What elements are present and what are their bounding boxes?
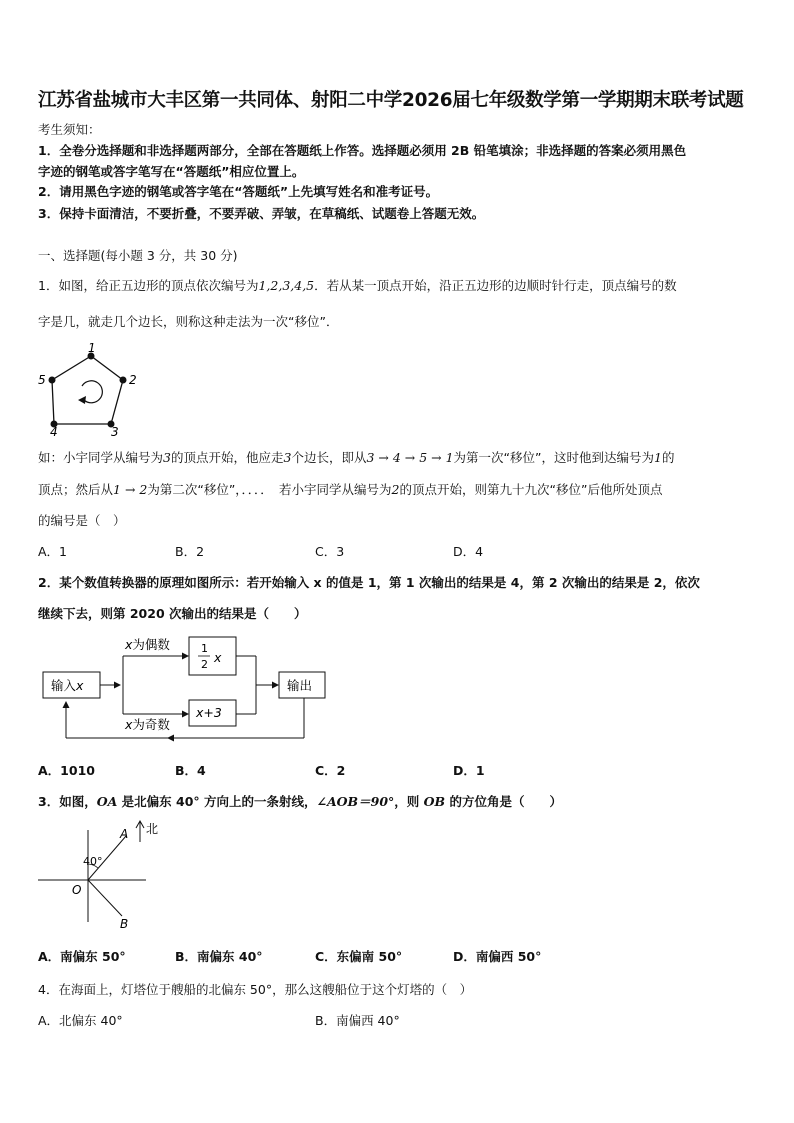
q1-l3-b: 的顶点开始，他应走 bbox=[170, 450, 284, 465]
q4-line: 4．在海面上，灯塔位于艘船的北偏东 50°，那么这艘船位于这个灯塔的（ ） bbox=[38, 982, 473, 997]
label-north: 北 bbox=[146, 822, 159, 836]
q1-text-a: 1．如图，给正五边形的顶点依次编号为 bbox=[38, 278, 259, 293]
q2-option-a[interactable]: A．1010 bbox=[38, 763, 95, 778]
q3-oa: OA bbox=[96, 794, 118, 809]
q1-l4-a: 顶点；然后从 bbox=[38, 482, 114, 497]
q1-text-b: ．若从某一顶点开始，沿正五边形的边顺时针行走，顶点编号的数 bbox=[314, 278, 677, 293]
q1-l4-num2: 2 bbox=[391, 482, 400, 497]
half-numerator: 1 bbox=[201, 642, 208, 655]
q1-vertex-numbers: 1,2,3,4,5 bbox=[258, 278, 315, 293]
q1-line-3 bbox=[38, 448, 674, 466]
q4-option-a[interactable]: A．北偏东 40° bbox=[38, 1013, 123, 1028]
q2-option-b[interactable]: B．4 bbox=[175, 763, 206, 778]
label-b: B bbox=[120, 917, 129, 930]
label-1: 1 bbox=[88, 341, 96, 355]
q1-option-b[interactable]: B．2 bbox=[175, 544, 205, 559]
q3-option-b[interactable]: B．南偏东 40° bbox=[175, 949, 263, 964]
label-5: 5 bbox=[38, 373, 46, 387]
notice-line-1a: 1．全卷分选择题和非选择题两部分，全部在答题纸上作答。选择题必须用 2B 铅笔填涂；非选择题的答案必须用黑色 bbox=[38, 143, 687, 158]
q1-l4-b: 为第二次“移位”，．．．． 若小宇同学从编号为 bbox=[147, 482, 392, 497]
even-condition: x为偶数 bbox=[125, 637, 170, 652]
q3-text-d: 的方位角是（ ） bbox=[445, 794, 562, 809]
q1-option-a[interactable]: A．1 bbox=[38, 544, 68, 559]
half-box bbox=[189, 637, 236, 675]
label-4: 4 bbox=[50, 425, 58, 439]
vertex-5 bbox=[49, 377, 56, 384]
notice-heading: 考生须知： bbox=[38, 122, 101, 137]
q1-l3-d: 为第一次“移位”，这时他到达编号为 bbox=[453, 450, 654, 465]
q3-option-a[interactable]: A．南偏东 50° bbox=[38, 949, 126, 964]
q3-line bbox=[38, 792, 562, 810]
q2-line-2: 继续下去，则第 2020 次输出的结果是（ ） bbox=[38, 606, 307, 621]
pentagon-figure bbox=[30, 338, 160, 443]
page-title: 江苏省盐城市大丰区第一共同体、射阳二中学2026届七年级数学第一学期期末联考试题 bbox=[38, 90, 744, 111]
q1-l3-c: 个边长，即从 bbox=[291, 450, 367, 465]
q1-line-5: 的编号是（ ） bbox=[38, 513, 126, 528]
q2-line-1: 2．某个数值转换器的原理如图所示：若开始输入 x 的值是 1，第 1 次输出的结果是 4，第 2 次输出的结果是 2，依次 bbox=[38, 575, 700, 590]
plus3-label: x+3 bbox=[196, 705, 222, 720]
vertex-2 bbox=[120, 377, 127, 384]
bearing-figure bbox=[36, 818, 166, 930]
input-label: 输入x bbox=[51, 678, 84, 693]
output-label: 输出 bbox=[287, 678, 313, 693]
odd-condition: x为奇数 bbox=[125, 717, 170, 732]
label-3: 3 bbox=[111, 425, 119, 439]
label-a: A bbox=[120, 827, 129, 841]
pentagon-shape bbox=[52, 356, 123, 424]
ray-ob bbox=[88, 880, 122, 916]
q1-l3-a: 如：小宇同学从编号为 bbox=[38, 450, 164, 465]
q3-option-d[interactable]: D．南偏西 50° bbox=[453, 949, 542, 964]
q2-option-d[interactable]: D．1 bbox=[453, 763, 485, 778]
q1-option-c[interactable]: C．3 bbox=[315, 544, 345, 559]
arrow-head-icon bbox=[78, 396, 86, 404]
q1-l3-e: 的 bbox=[661, 450, 675, 465]
half-var: x bbox=[214, 650, 222, 665]
q1-option-d[interactable]: D．4 bbox=[453, 544, 484, 559]
q1-line-4 bbox=[38, 480, 662, 498]
label-o: O bbox=[72, 883, 82, 897]
notice-line-3: 3．保持卡面清洁，不要折叠，不要弄破、弄皱，在草稿纸、试题卷上答题无效。 bbox=[38, 206, 485, 221]
section-heading: 一、选择题(每小题 3 分，共 30 分) bbox=[38, 248, 238, 263]
converter-figure bbox=[38, 628, 338, 746]
q1-line-1 bbox=[38, 276, 677, 294]
label-40deg: 40° bbox=[83, 855, 103, 868]
q1-line-2: 字是几，就走几个边长，则称这种走法为一次“移位”． bbox=[38, 314, 339, 329]
q3-option-c[interactable]: C．东偏南 50° bbox=[315, 949, 403, 964]
label-2: 2 bbox=[129, 373, 137, 387]
half-denominator: 2 bbox=[201, 658, 208, 671]
q1-l3-num3: 3 bbox=[163, 450, 171, 465]
q1-l3-num1: 1 bbox=[653, 450, 662, 465]
q3-text-a: 3．如图， bbox=[38, 794, 97, 809]
q4-option-b[interactable]: B．南偏西 40° bbox=[315, 1013, 400, 1028]
q1-l3-num3b: 3 bbox=[283, 450, 292, 465]
q3-angle: ∠AOB＝90° bbox=[316, 794, 395, 809]
q1-l4-c: 的顶点开始，则第九十九次“移位”后他所处顶点 bbox=[399, 482, 663, 497]
q3-text-b: 是北偏东 40° 方向上的一条射线， bbox=[117, 794, 317, 809]
q1-l3-seq: 3 → 4 → 5 → 1 bbox=[366, 450, 454, 465]
q1-l4-seq: 1 → 2 bbox=[113, 482, 148, 497]
q3-ob: OB bbox=[423, 794, 446, 809]
q3-text-c: ，则 bbox=[394, 794, 424, 809]
notice-line-2: 2．请用黑色字迹的钢笔或答字笔在“答题纸”上先填写姓名和准考证号。 bbox=[38, 184, 439, 199]
q2-option-c[interactable]: C．2 bbox=[315, 763, 346, 778]
notice-line-1b: 字迹的钢笔或答字笔写在“答题纸”相应位置上。 bbox=[38, 164, 305, 179]
